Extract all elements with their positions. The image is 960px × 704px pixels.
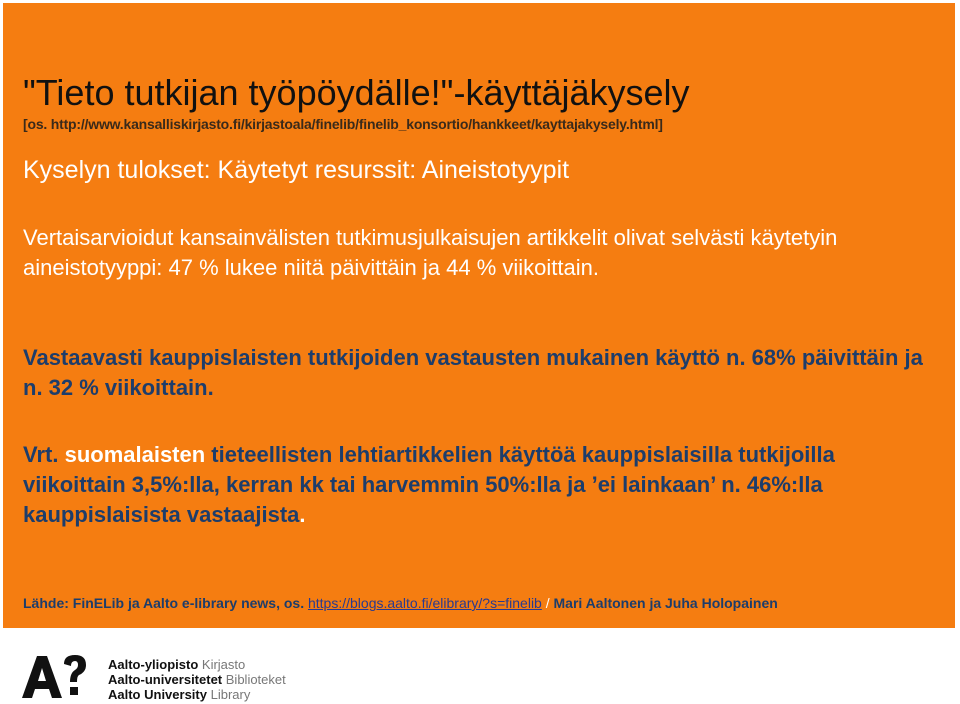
footer-author-1: Mari Aaltonen — [553, 595, 646, 611]
slide-title: "Tieto tutkijan työpöydälle!"-käyttäjäkysely — [23, 72, 690, 113]
section-heading — [23, 156, 569, 185]
paragraph-1-a: Vertaisarvioidut kansainvälisten tutkimusjulkaisujen artikkelit olivat selvästi käytetyin aineistotyyppi: — [23, 225, 838, 280]
logo-line-1-name: Aalto-yliopisto — [108, 657, 199, 672]
footer-link[interactable]: https://blogs.aalto.fi/elibrary/?s=finelib — [307, 595, 542, 611]
footer-separator: / — [541, 595, 554, 611]
paragraph-3-highlight: suomalaisten — [64, 442, 206, 467]
logo-line-3-name: Aalto University — [108, 687, 207, 702]
heading-prefix: Kyselyn tulokset: — [23, 156, 211, 184]
logo-line-2-unit: Biblioteket — [225, 672, 286, 687]
logo-line-3-unit: Library — [210, 687, 251, 702]
source-url: [os. http://www.kansalliskirjasto.fi/kirjastoala/finelib/finelib_konsortio/hankkeet/kayttajakysely.html] — [23, 116, 663, 132]
paragraph-3 — [23, 440, 923, 530]
paragraph-1-b: 47 % lukee niitä päivittäin ja 44 % viikoittain. — [168, 255, 599, 280]
logo-line-3 — [108, 687, 286, 702]
footer-source-label: Lähde: FinELib ja Aalto e-library news, os. — [23, 595, 308, 611]
aalto-logo-text — [108, 657, 286, 702]
paragraph-3-c: tieteellisten lehtiartikkelien käyttöä kauppislaisilla tutkijoilla viikoittain 3,5%:lla, kerran kk tai harvemmin 50%:lla ja ’ei lainkaan’ n. 46%:lla kauppislaisista vastaajista — [23, 442, 835, 527]
paragraph-2: Vastaavasti kauppislaisten tutkijoiden vastausten mukainen käyttö n. 68% päivittäin ja n. 32 % viikoittain. — [23, 345, 923, 400]
footer-author-2: ja Juha Holopainen — [645, 595, 778, 611]
footer-source — [23, 595, 778, 611]
paragraph-3-end: . — [299, 502, 306, 527]
logo-line-2 — [108, 672, 286, 687]
heading-rest: Käytetyt resurssit: Aineistotyypit — [210, 156, 570, 184]
logo-line-1 — [108, 657, 286, 672]
aalto-logo-icon — [20, 654, 90, 700]
logo-line-2-name: Aalto-universitetet — [108, 672, 223, 687]
paragraph-3-a: Vrt. — [23, 442, 65, 467]
paragraph-1 — [23, 223, 923, 283]
logo-line-1-unit: Kirjasto — [201, 657, 246, 672]
